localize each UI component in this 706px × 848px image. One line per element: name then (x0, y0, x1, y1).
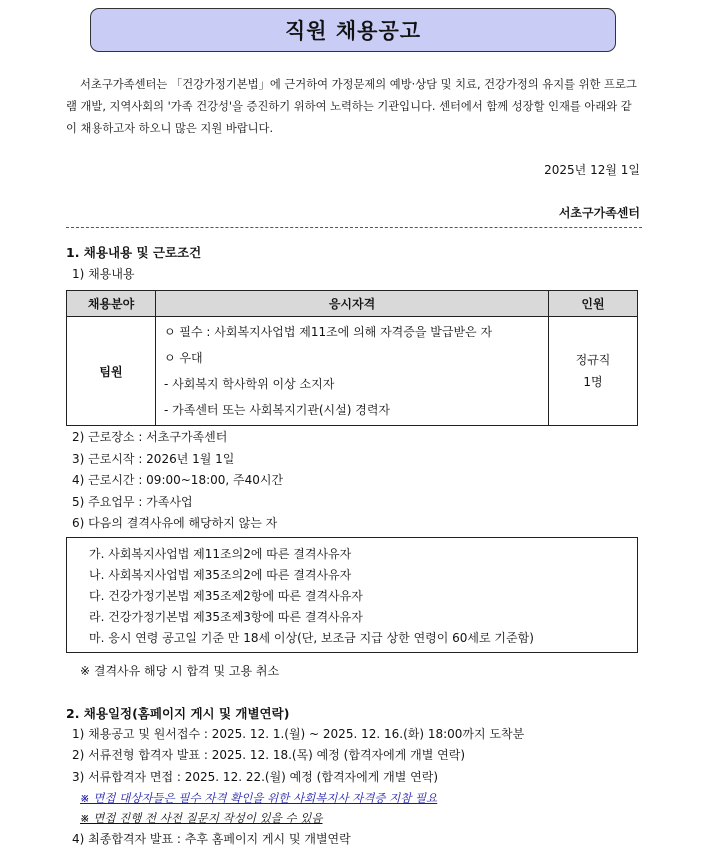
interview-note-questionnaire: ※ 면접 진행 전 사전 질문지 작성이 있을 수 있음 (80, 811, 323, 825)
qualification-line: - 사회복지 학사학위 이상 소지자 (164, 377, 335, 391)
page-title: 직원 채용공고 (90, 8, 616, 52)
field-cell: 팀원 (67, 317, 156, 426)
recruitment-table (66, 290, 638, 426)
disqualification-item: 나. 사회복지사업법 제35조의2에 따른 결격사유자 (89, 568, 352, 582)
list-item: 2) 근로장소 : 서초구가족센터 (72, 430, 228, 444)
list-item: 4) 근로시간 : 09:00~18:00, 주40시간 (72, 473, 284, 487)
intro-paragraph: 서초구가족센터는 「건강가정기본법」에 근거하여 가정문제의 예방·상담 및 치료, 건강가정의 유지를 위한 프로그램 개발, 지역사회의 '가족 건강성'을 증진하기 위하여 노력하는 기관입니다. 센터에서 함께 성장할 인재를 아래와 같이 채용하고자 하오니 많은 지원 바랍니다. (66, 78, 637, 135)
section1-heading: 1. 채용내용 및 근로조건 (66, 245, 202, 260)
schedule-item: 3) 서류합격자 면접 : 2025. 12. 22.(월) 예정 (합격자에게 개별 연락) (72, 770, 439, 784)
disqualification-item: 가. 사회복지사업법 제11조의2에 따른 결격사유자 (89, 547, 352, 561)
section2-heading: 2. 채용일정(홈페이지 게시 및 개별연락) (66, 706, 290, 721)
list-item: 6) 다음의 결격사유에 해당하지 않는 자 (72, 516, 278, 530)
interview-note-certificate: ※ 면접 대상자들은 필수 자격 확인을 위한 사회복지사 자격증 지참 필요 (80, 791, 438, 805)
headcount: 1명 (583, 375, 603, 389)
header-qualification: 응시자격 (156, 291, 549, 317)
qualification-line: ㅇ 우대 (164, 351, 203, 365)
qualification-line: - 가족센터 또는 사회복지기관(시설) 경력자 (164, 403, 391, 417)
qualification-line: ㅇ 필수 : 사회복지사업법 제11조에 의해 자격증을 발급받은 자 (164, 325, 493, 339)
list-item: 3) 근로시작 : 2026년 1월 1일 (72, 452, 235, 466)
disqualification-note: ※ 결격사유 해당 시 합격 및 고용 취소 (80, 664, 280, 678)
disqualification-item: 마. 응시 연령 공고일 기준 만 18세 이상(단, 보조금 지급 상한 연령이 60세로 기준함) (89, 631, 534, 645)
count-cell (549, 317, 638, 426)
sub-heading-recruitment: 1) 채용내용 (72, 267, 135, 281)
qualification-cell (156, 317, 549, 426)
employment-type: 정규직 (575, 353, 611, 367)
divider (66, 227, 642, 228)
schedule-item: 2) 서류전형 합격자 발표 : 2025. 12. 18.(목) 예정 (합격자에게 개별 연락) (72, 748, 466, 762)
header-count: 인원 (549, 291, 638, 317)
disqualification-item: 다. 건강가정기본법 제35조제2항에 따른 결격사유자 (89, 589, 363, 603)
schedule-item: 1) 채용공고 및 원서접수 : 2025. 12. 1.(월) ~ 2025. 12. 16.(화) 18:00까지 도착분 (72, 727, 525, 741)
disqualification-item: 라. 건강가정기본법 제35조제3항에 따른 결격사유자 (89, 610, 363, 624)
schedule-item: 4) 최종합격자 발표 : 추후 홈페이지 게시 및 개별연락 (72, 832, 351, 846)
list-item: 5) 주요업무 : 가족사업 (72, 495, 193, 509)
announcement-date: 2025년 12월 1일 (544, 163, 640, 177)
disqualification-box (66, 537, 638, 653)
header-field: 채용분야 (67, 291, 156, 317)
organization-name: 서초구가족센터 (558, 206, 640, 220)
